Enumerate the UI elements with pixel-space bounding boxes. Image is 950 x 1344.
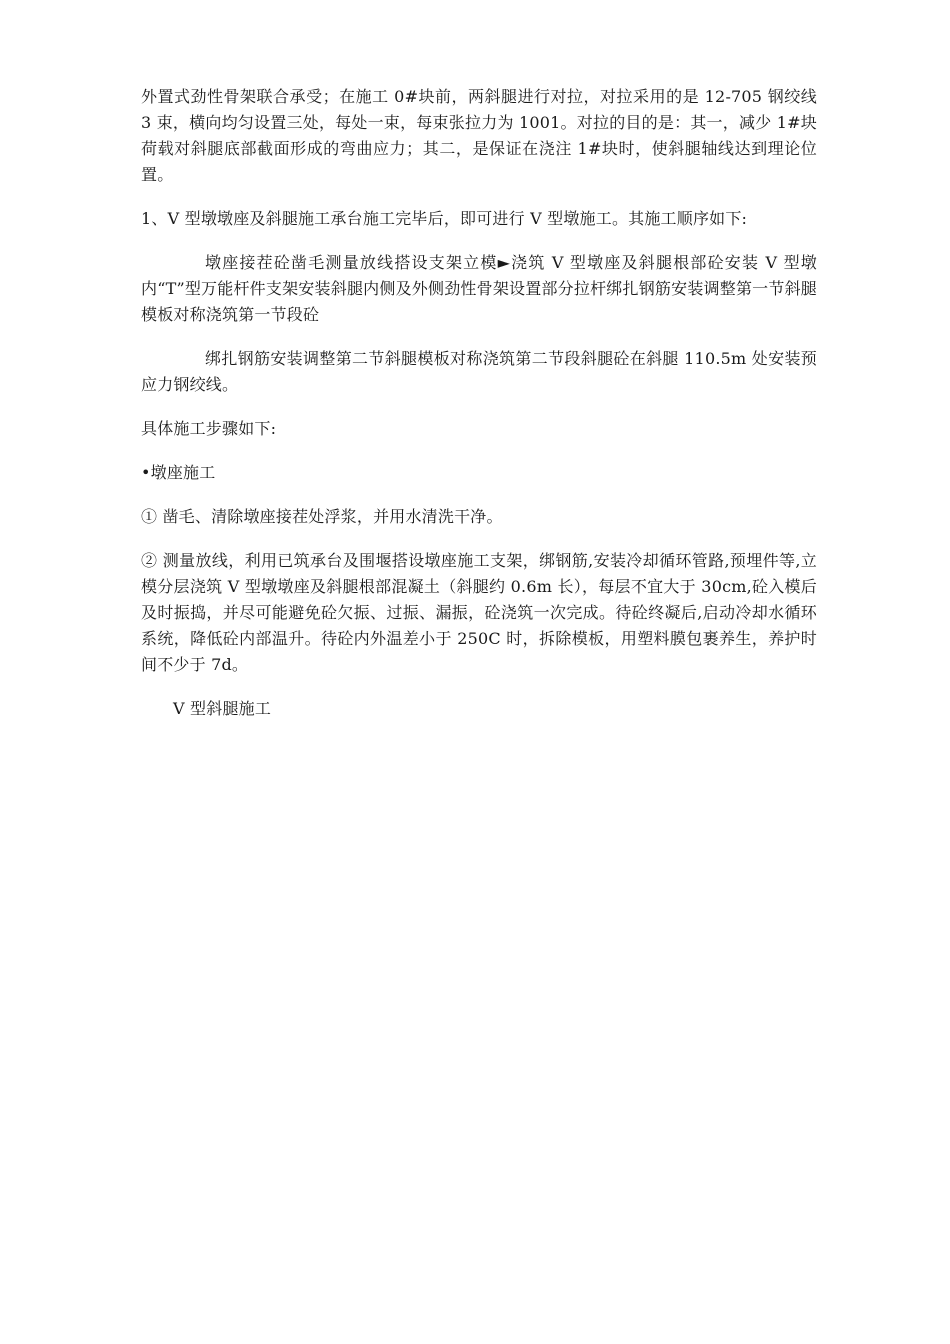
section-heading-v-leg: V 型斜腿施工	[173, 699, 272, 718]
section-heading-pier-base: •墩座施工	[141, 463, 216, 482]
document-body	[141, 84, 817, 740]
paragraph-steps-intro: 具体施工步骤如下:	[141, 419, 277, 438]
paragraph-sequence-part-1: 墩座接茬砼凿毛测量放线搭设支架立模►浇筑 V 型墩座及斜腿根部砼安装 V 型墩内“T”型万能杆件支架安装斜腿内侧及外侧劲性骨架设置部分拉杆绑扎钢筋安装调整第一节斜腿模板对称浇筑第一节段砼	[141, 253, 817, 324]
step-1: ① 凿毛、清除墩座接茬处浮浆，并用水清洗干净。	[141, 507, 503, 526]
paragraph-skeleton-tension: 外置式劲性骨架联合承受；在施工 0#块前，两斜腿进行对拉，对拉采用的是 12-705 钢绞线 3 束，横向均匀设置三处，每处一束，每束张拉力为 1001。对拉的目的是：其一，减少 1#块荷载对斜腿底部截面形成的弯曲应力；其二，是保证在浇注 1#块时，使斜腿轴线达到理论位置。	[141, 87, 817, 184]
paragraph-sequence-part-2: 绑扎钢筋安装调整第二节斜腿模板对称浇筑第二节段斜腿砼在斜腿 110.5m 处安装预应力钢绞线。	[141, 349, 817, 394]
paragraph-v-pier-intro: 1、V 型墩墩座及斜腿施工承台施工完毕后，即可进行 V 型墩施工。其施工顺序如下:	[141, 209, 748, 228]
step-2: ② 测量放线，利用已筑承台及围堰搭设墩座施工支架，绑钢筋,安装冷却循环管路,预埋件等,立模分层浇筑 V 型墩墩座及斜腿根部混凝土（斜腿约 0.6m 长），每层不宜大于 30cm,砼入模后及时振捣，并尽可能避免砼欠振、过振、漏振，砼浇筑一次完成。待砼终凝后,启动冷却水循环系统，降低砼内部温升。待砼内外温差小于 250C 时，拆除模板，用塑料膜包裹养生，养护时间不少于 7d。	[141, 551, 817, 674]
